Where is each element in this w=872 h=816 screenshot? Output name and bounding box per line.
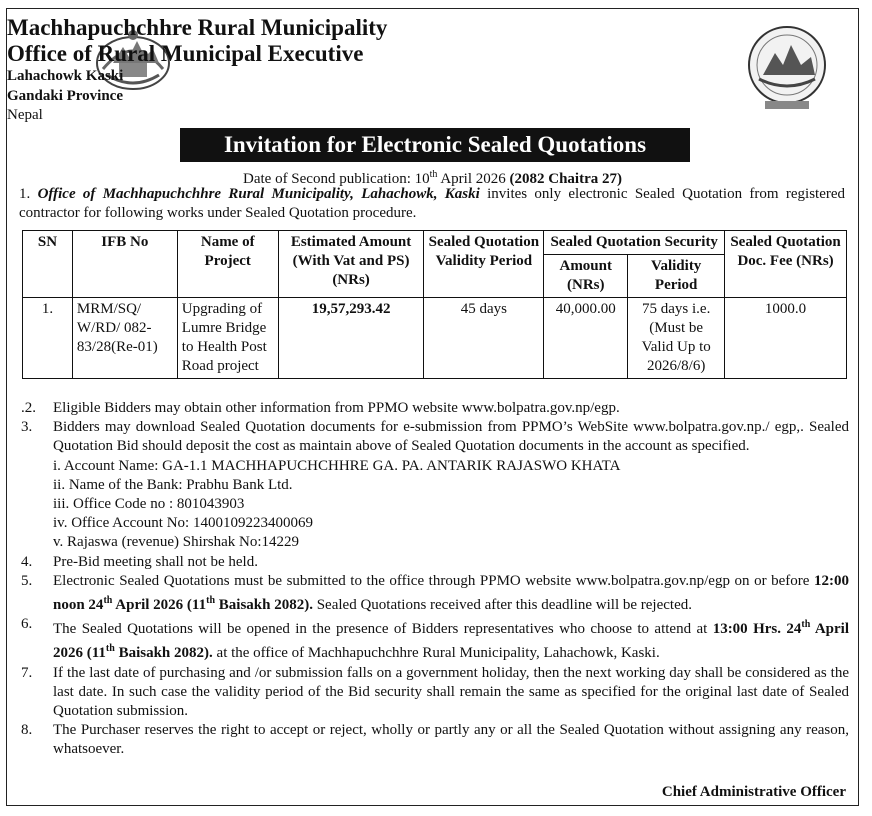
list-item: 3. Bidders may download Sealed Quotation documents for e-submission from PPMO’s WebSite www.bolpatra.gov.np./ egp,. Sealed Quotation Bid should deposit the cost as maintain above of Sealed Quotation documents in the account as specified. bbox=[21, 419, 849, 455]
office-account: iv. Office Account No: 1400109223400069 bbox=[53, 515, 313, 532]
list-item: 5. Electronic Sealed Quotations must be submitted to the office through PPMO website www.bolpatra.gov.np/egp on or before 12:00 noon 24th April 2026 (11th Baisakh 2082). Sealed Quotations received after this deadline will be rejected. bbox=[21, 572, 849, 614]
header-fee: Sealed Quotation Doc. Fee (NRs) bbox=[725, 231, 847, 298]
cell-amount: 19,57,293.42 bbox=[278, 298, 424, 379]
quotation-table bbox=[22, 230, 847, 379]
revenue-heading: v. Rajaswa (revenue) Shirshak No:14229 bbox=[53, 534, 300, 551]
cell-project: Upgrading of Lumre Bridge to Health Post Road project bbox=[177, 298, 278, 379]
country-line: Nepal bbox=[7, 107, 43, 123]
header-project: Name of Project bbox=[177, 231, 278, 298]
header-security: Sealed Quotation Security bbox=[544, 231, 725, 255]
cell-security-amount: 40,000.00 bbox=[544, 298, 628, 379]
notice-page bbox=[6, 8, 859, 806]
header-validity: Sealed Quotation Validity Period bbox=[424, 231, 544, 298]
signature-line: Chief Administrative Officer bbox=[661, 784, 846, 800]
account-details bbox=[19, 457, 849, 553]
header-security-validity: Validity Period bbox=[628, 255, 725, 298]
office-name: Office of Rural Municipal Executive bbox=[7, 41, 364, 66]
terms-list bbox=[19, 399, 849, 760]
list-item: 8. The Purchaser reserves the right to accept or reject, wholly or partly any or all the Sealed Quotation without assigning any reason, whatsoever. bbox=[21, 722, 849, 758]
table-header-row bbox=[23, 231, 847, 255]
cell-fee: 1000.0 bbox=[725, 298, 847, 379]
office-code: iii. Office Code no : 801043903 bbox=[53, 496, 245, 513]
intro-paragraph: 1. Office of Machhapuchchhre Rural Municipality, Lahachowk, Kaski invites only electronic Sealed Quotation from registered contractor for following works under Sealed Quotation procedure. bbox=[19, 186, 846, 221]
header-sn: SN bbox=[23, 231, 73, 298]
list-item: 6. The Sealed Quotations will be opened in the presence of Bidders representatives who choose to attend at 13:00 Hrs. 24th April 2026 (11th Baisakh 2082). at the office of Machhapuchchhre Rural Municipality, Lahachowk, Kaski. bbox=[21, 616, 850, 662]
province-line: Gandaki Province bbox=[7, 88, 123, 104]
header-security-amount: Amount (NRs) bbox=[544, 255, 628, 298]
municipality-name: Machhapuchchhre Rural Municipality bbox=[7, 15, 388, 40]
list-item: .2. Eligible Bidders may obtain other information from PPMO website www.bolpatra.gov.np/egp. bbox=[21, 400, 620, 416]
bank-name: ii. Name of the Bank: Prabhu Bank Ltd. bbox=[53, 476, 293, 493]
cell-validity: 45 days bbox=[424, 298, 544, 379]
cell-sn: 1. bbox=[23, 298, 73, 379]
header-ifb: IFB No bbox=[72, 231, 177, 298]
notice-title-banner: Invitation for Electronic Sealed Quotations bbox=[180, 128, 690, 162]
table-row bbox=[23, 298, 847, 379]
cell-security-validity: 75 days i.e. (Must be Valid Up to 2026/8/6) bbox=[628, 298, 725, 379]
cell-ifb: MRM/SQ/ W/RD/ 082- 83/28(Re-01) bbox=[72, 298, 177, 379]
header-amount: Estimated Amount (With Vat and PS) (NRs) bbox=[278, 231, 424, 298]
account-name: i. Account Name: GA-1.1 MACHHAPUCHCHHRE GA. PA. ANTARIK RAJASWO KHATA bbox=[53, 457, 621, 474]
list-item: 7. If the last date of purchasing and /or submission falls on a government holiday, then the next working day shall be considered as the last date. In such case the validity period of the Bid security shall remain the same as specified for the original last date of Sealed Quotation submission. bbox=[21, 664, 849, 720]
list-item: 4. Pre-Bid meeting shall not be held. bbox=[21, 553, 258, 570]
location-line: Lahachowk Kaski bbox=[7, 68, 124, 84]
publication-date: Date of Second publication: 10th April 2026 (2082 Chaitra 27) bbox=[243, 169, 622, 187]
